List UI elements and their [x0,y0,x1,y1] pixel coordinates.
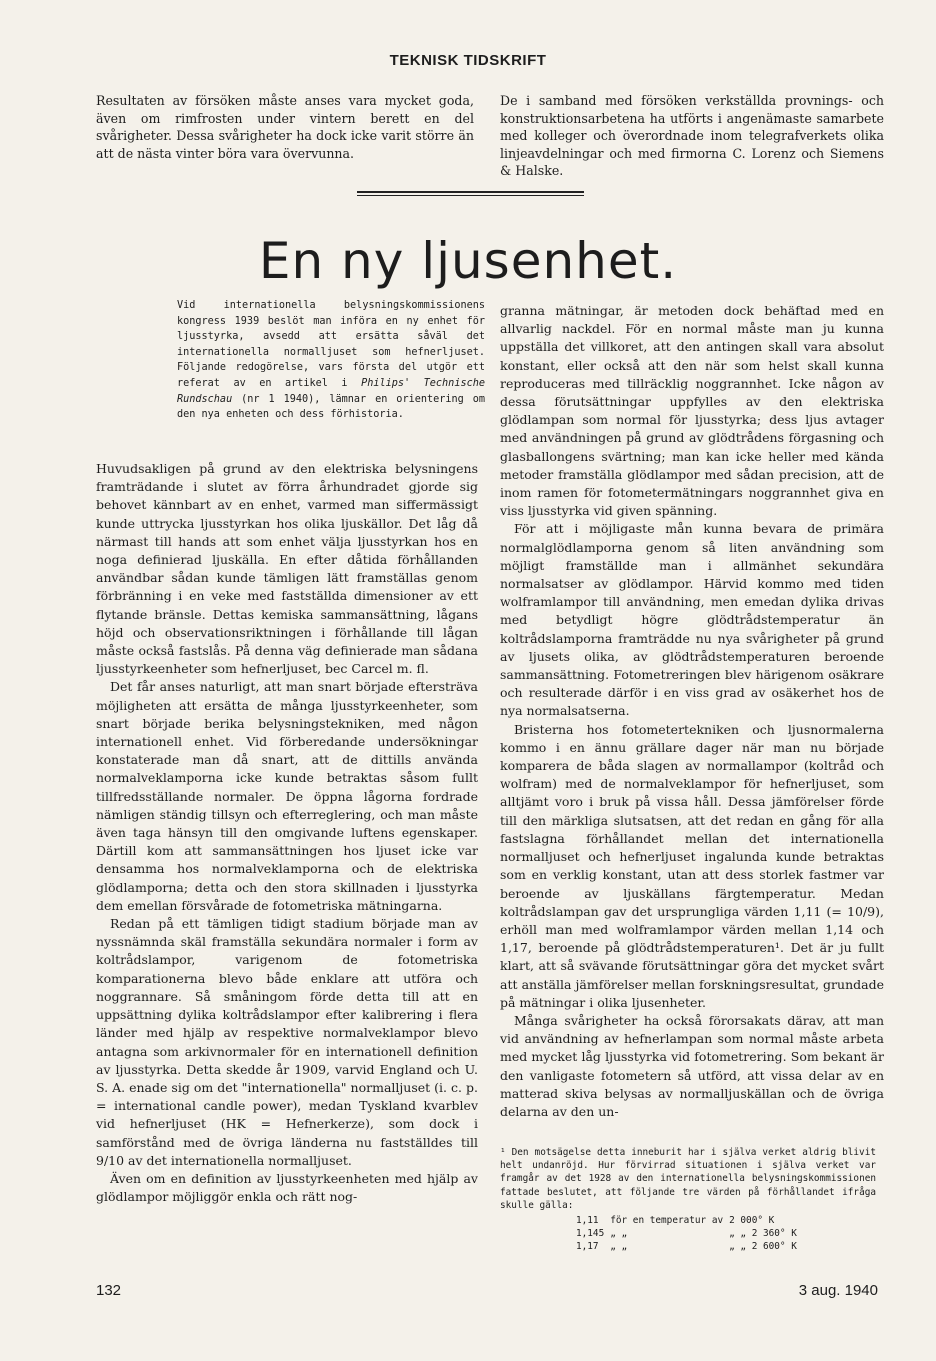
footnote-condition: „ „ [610,1241,628,1253]
abstract-part-2: (nr 1 1940), lämnar en orientering om den nya enheten och dess förhistoria. [177,393,485,421]
body-paragraph: Många svårigheter ha också förorsakats därav, att man vid användning av hefnerlampan som normal måste arbeta med mycket låg ljusstyrka vid fotometrering. Som bekant är den vanligaste fotometern så utförd, att vissa delar av en matterad skiva belysas av normalljuskällan och de övriga delarna av den un- [500,1012,884,1119]
footnote-condition: „ „ [610,1228,628,1240]
section-divider [357,191,584,196]
page-number: 132 [96,1282,122,1299]
footnote-value: 1,17 [576,1241,599,1253]
issue-date: 3 aug. 1940 [798,1282,878,1299]
article-abstract [177,298,485,423]
footnote-temperature: „ „ 2 360° K [729,1228,797,1240]
table-row [576,1240,803,1253]
article-title: En ny ljusenhet. [258,232,678,290]
footnote-temperature: 2 000° K [729,1215,775,1227]
body-paragraph: granna mätningar, är metoden dock behäftad med en allvarlig nackdel. För en normal måste man ju kunna uppställa det villkoret, att den antingen skall vara absolut konstant, eller också att den när som helst skall kunna reproduceras med tillräcklig noggrannhet. Icke någon av dessa förutsättningar uppfylles av den elektriska glödlampan som normal för ljusstyrka; dess ljus avtager med användningen på grund av glödtrådens förgasning och glasballongens svärtning; man kan icke heller med kända metoder framställa glödlampor med sådan precision, att de inom ramen för fotometermätningars noggrannhet giva en viss ljusstyrka vid given spänning. [500,303,884,519]
left-column [96,460,478,1206]
body-paragraph: Bristerna hos fotometertekniken och ljusnormalerna kommo i en ännu grällare dager när man nu började komparera de båda slagen av normallampor (koltråd och wolfram) med de normalveklampor för hefnerljuset, som alltjämt voro i bruk på vissa håll. Dessa jämförelser förde till den märkliga slutsatsen, att det redan en gång för alla fastslagna förhållandet mellan det internationella normalljuset och hefnerljuset ingalunda kunde betraktas som en verklig konstant, utan att dess storlek fastmer var beroende av ljuskällans färgtemperatur. Medan koltrådslampan gav det ursprungliga värden 1,11 (= 10/9), erhöll man med wolframlampor värden mellan 1,14 och 1,17, beroende på glödtrådstemperaturen¹. Det är ju fullt klart, att så svävande förutsättningar göra det mycket svårt att anställa jämförelser mellan forskningsresultat, grundade på mätningar i olika ljusenheter. [500,721,884,1010]
abstract-part-1: Vid internationella belysningskommissionens kongress 1939 beslöt man införa en ny enhet för ljusstyrka, avsedd att ersätta såväl det internationella normalljuset som hefnerljuset. Följande redogörelse, vars första del utgör ett referat av en artikel i [177,300,485,389]
table-row [576,1214,803,1227]
body-paragraph: Huvudsakligen på grund av den elektriska belysningens framträdande i slutet av förra århundradet gjorde sig behovet kännbart av en enhet, varmed man siffermässigt kunde uttrycka ljusstyrkan hos olika ljuskällor. Det låg då närmast till hands att som enhet välja ljusstyrkan hos en noga definierad ljuskälla. En efter dåtida förhållanden användbar sådan kunde tämligen lätt framställas genom förbränning i en veke med fastställda dimensioner av ett flytande bränsle. Dettas kemiska sammansättning, lågans höjd och observationsriktningen i förhållande till lågan måste också fastslås. På denna väg definierade man sådana ljusstyrkeenheter som hefnerljuset, bec Carcel m. fl. [96,461,478,677]
body-paragraph: Även om en definition av ljusstyrkeenheten med hjälp av glödlampor möjliggör enkla och rätt nog- [96,1170,478,1205]
right-column [500,302,884,1121]
body-paragraph: Det får anses naturligt, att man snart började eftersträva möjligheten att ersätta de många ljusstyrkeenheter, som snart började berika belysningstekniken, med någon internationell enhet. Vid förberedande undersökningar konstaterade man då snart, att de dittills använda normalveklamporna icke kunde betraktas såsom fullt tillfredsställande normaler. De öppna lågorna fordrade nämligen ständig tillsyn och efterreglering, och man måste även taga hänsyn till den omgivande luftens egenskaper. Därtill kom att sammansättningen hos ljuset icke var densamma hos normalveklamporna och de elektriska glödlamporna; detta och den stora skillnaden i ljusstyrka dem emellan försvårade de fotometriska mätningarna. [96,679,478,913]
footnote-text: ¹ Den motsägelse detta inneburit har i själva verket aldrig blivit helt undanröjd. Hur förvirrad situationen i själva verket var framgår av det 1928 av den internationella belysningskommissionen fattade beslutet, att följande tre värden på förhållandet ifråga skulle gälla: [500,1147,876,1211]
top-left-column [96,92,474,162]
footnote-value: 1,11 [576,1215,599,1227]
footnote [500,1146,876,1254]
top-right-paragraph: De i samband med försöken verkställda provnings- och konstruktionsarbetena ha utförts i angenämaste samarbete med kolleger och överordnade inom telegrafverkets olika linjeavdelningar och med firmorna C. Lorenz och Siemens & Halske. [500,93,884,179]
body-paragraph: För att i möjligaste mån kunna bevara de primära normalglödlamporna genom så liten användning som möjligt framställde man i allmänhet sekundära normalsatser av glödlampor. Härvid kommo med tiden wolframlampor till användning, men emedan dylika drivas med betydligt högre glödtrådstemperatur än koltrådslamporna framträdde nu nya svårigheter på grund av ljusets olika, av glödtrådstemperaturen beroende sammansättning. Fotometreringen blev härigenom osäkrare och resulterade därför i en viss grad av osäkerhet hos de nya normalsatserna. [500,521,884,719]
table-row [576,1227,803,1240]
footnote-table [576,1214,803,1254]
footnote-condition: för en temperatur av [610,1215,724,1227]
body-paragraph: Redan på ett tämligen tidigt stadium började man av nyssnämnda skäl framställa sekundära normaler i form av koltrådslampor, varigenom de fotometriska komparationerna blevo både enklare att utföra och noggrannare. Så småningom förde detta till att en uppsättning dylika koltrådslampor efter kalibrering i flera länder med hjälp av respektive normalveklampor blevo antagna som arkivnormaler för en internationell definition av ljusstyrka. Detta skedde år 1909, varvid England och U. S. A. enade sig om det "internationella" normalljuset (i. c. p. = international candle power), medan Tyskland kvarblev vid hefnerljuset (HK = Hefnerkerze), som dock i samförstånd med de övriga länderna nu fastställdes till 9/10 av det internationella normalljuset. [96,916,478,1168]
top-right-column [500,92,884,180]
journal-header: TEKNISK TIDSKRIFT [389,52,547,69]
footnote-temperature: „ „ 2 600° K [729,1241,797,1253]
abstract-source: Philips' Technische Rundschau [177,377,485,405]
top-left-paragraph: Resultaten av försöken måste anses vara mycket goda, även om rimfrosten under vintern berett en del svårigheter. Dessa svårigheter ha dock icke varit större än att de nästa vinter böra vara övervunna. [96,93,474,161]
footnote-value: 1,145 [576,1228,605,1240]
